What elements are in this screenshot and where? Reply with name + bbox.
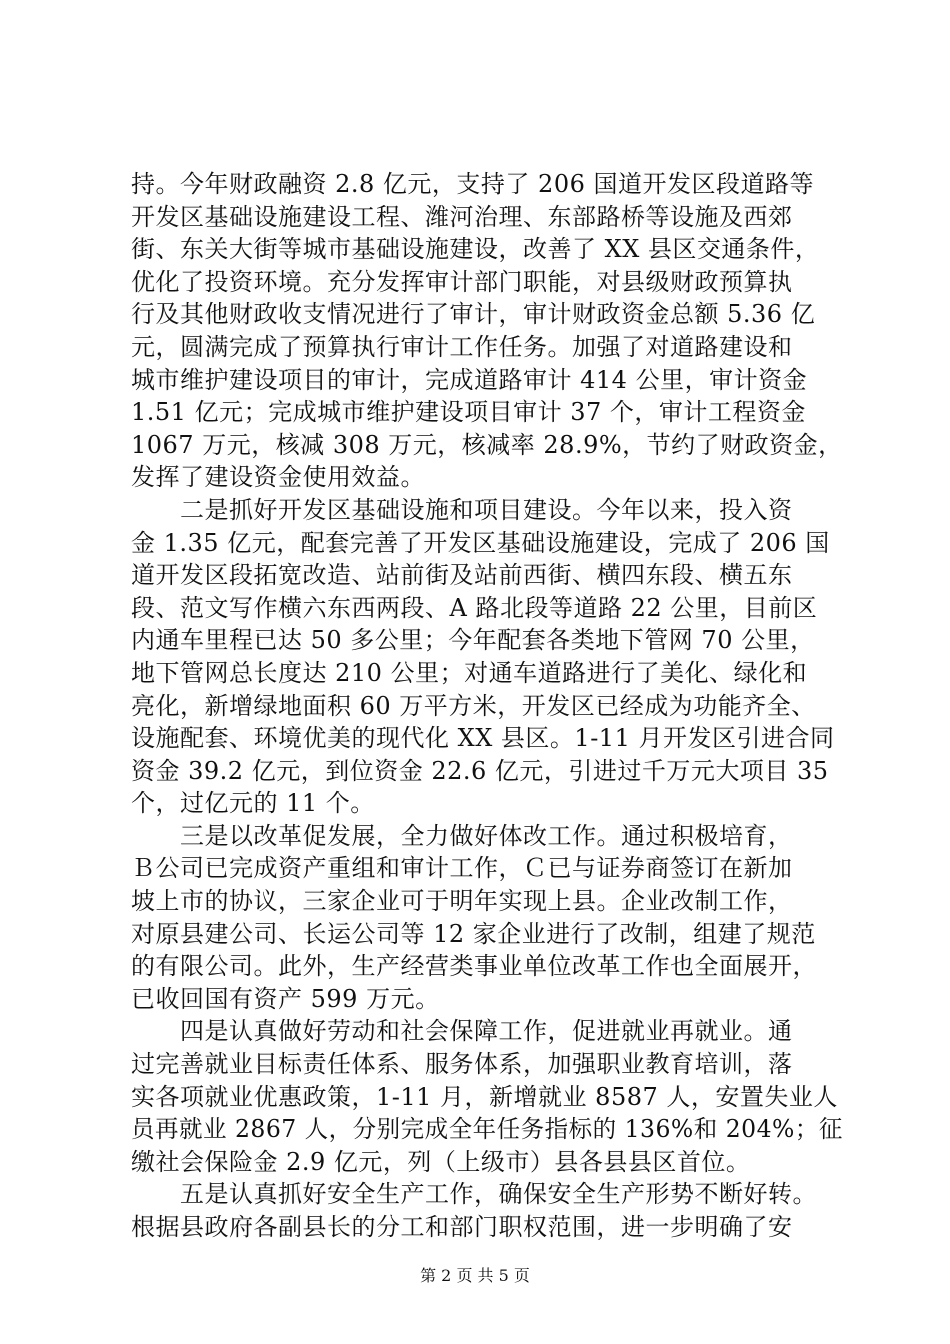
text-line: 金 1.35 亿元，配套完善了开发区基础设施建设，完成了 206 国 xyxy=(131,528,830,557)
text-line: 的有限公司。此外，生产经营类事业单位改革工作也全面展开， xyxy=(131,952,817,981)
text-line: 对原县建公司、长运公司等 12 家企业进行了改制，组建了规范 xyxy=(131,919,816,948)
text-line: 开发区基础设施建设工程、潍河治理、东部路桥等设施及西郊 xyxy=(131,202,793,231)
text-line: 优化了投资环境。充分发挥审计部门职能，对县级财政预算执 xyxy=(131,267,793,296)
text-line: 城市维护建设项目的审计，完成道路审计 414 公里，审计资金 xyxy=(131,365,808,394)
text-line: 二是抓好开发区基础设施和项目建设。今年以来，投入资 xyxy=(131,495,793,524)
text-line: 过完善就业目标责任体系、服务体系，加强职业教育培训，落 xyxy=(131,1050,793,1079)
text-line: 1.51 亿元；完成城市维护建设项目审计 37 个，审计工程资金 xyxy=(131,398,806,427)
text-line: 四是认真做好劳动和社会保障工作，促进就业再就业。通 xyxy=(131,1017,793,1046)
text-line: 实各项就业优惠政策，1-11 月，新增就业 8587 人，安置失业人 xyxy=(131,1082,838,1111)
text-line: 元，圆满完成了预算执行审计工作任务。加强了对道路建设和 xyxy=(131,332,793,361)
text-line: 资金 39.2 亿元，到位资金 22.6 亿元，引进过千万元大项目 35 xyxy=(131,756,829,785)
body-text xyxy=(131,168,841,1244)
text-line: 已收回国有资产 599 万元。 xyxy=(131,984,440,1013)
text-line: 个，过亿元的 11 个。 xyxy=(131,789,375,818)
text-line: 1067 万元，核减 308 万元，核减率 28.9%，节约了财政资金， xyxy=(131,430,843,459)
text-line: 坡上市的协议，三家企业可于明年实现上县。企业改制工作， xyxy=(131,887,793,916)
text-line: 道开发区段拓宽改造、站前街及站前西街、横四东段、横五东 xyxy=(131,561,793,590)
text-line: 地下管网总长度达 210 公里；对通车道路进行了美化、绿化和 xyxy=(131,658,808,687)
text-line: Ｂ公司已完成资产重组和审计工作，Ｃ已与证券商签订在新加 xyxy=(131,854,793,883)
text-line: 亮化，新增绿地面积 60 万平方米，开发区已经成为功能齐全、 xyxy=(131,691,816,720)
text-line: 员再就业 2867 人，分别完成全年任务指标的 136%和 204%；征 xyxy=(131,1115,843,1144)
text-line: 行及其他财政收支情况进行了审计，审计财政资金总额 5.36 亿 xyxy=(131,300,816,329)
text-line: 设施配套、环境优美的现代化 XX 县区。1-11 月开发区引进合同 xyxy=(131,724,835,753)
text-line: 发挥了建设资金使用效益。 xyxy=(131,463,425,492)
page-footer: 第 2 页 共 5 页 xyxy=(420,1266,530,1285)
text-line: 内通车里程已达 50 多公里；今年配套各类地下管网 70 公里， xyxy=(131,626,815,655)
text-line: 持。今年财政融资 2.8 亿元，支持了 206 国道开发区段道路等 xyxy=(131,170,814,198)
text-line: 三是以改革促发展，全力做好体改工作。通过积极培育， xyxy=(131,821,793,850)
text-line: 街、东关大街等城市基础设施建设，改善了 XX 县区交通条件， xyxy=(131,235,820,264)
text-line: 五是认真抓好安全生产工作，确保安全生产形势不断好转。 xyxy=(131,1180,817,1209)
text-line: 根据县政府各副县长的分工和部门职权范围，进一步明确了安 xyxy=(131,1213,793,1241)
text-line: 段、范文写作横六东西两段、A 路北段等道路 22 公里，目前区 xyxy=(131,593,818,622)
text-line: 缴社会保险金 2.9 亿元，列（上级市）县各县县区首位。 xyxy=(131,1147,751,1176)
